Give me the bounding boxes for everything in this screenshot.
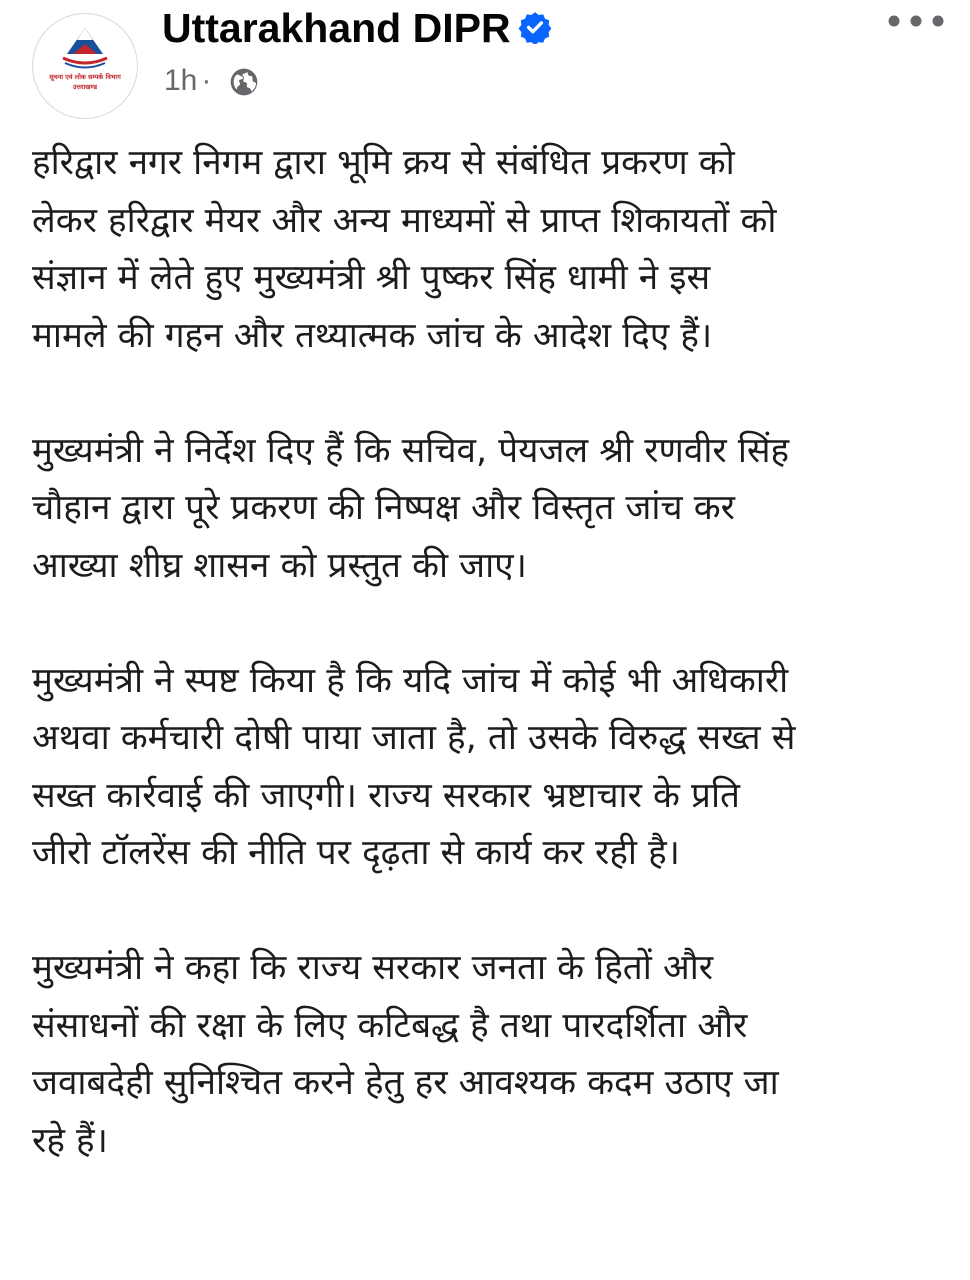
page-avatar[interactable] (32, 13, 138, 119)
logo-dept-text: सूचना एवं लोक सम्पर्क विभाग (49, 73, 121, 81)
text-line: रहे हैं। (32, 1120, 108, 1161)
text-line: चौहान द्वारा पूरे प्रकरण की निष्पक्ष और विस्तृत जांच कर (32, 488, 735, 528)
meta-separator: · (201, 64, 212, 97)
post-text (32, 135, 952, 1228)
post-paragraph-2 (32, 423, 952, 596)
text-line: मुख्यमंत्री ने निर्देश दिए हैं कि सचिव, पेयजल श्री रणवीर सिंह (32, 430, 790, 471)
text-line: मुख्यमंत्री ने कहा कि राज्य सरकार जनता के हितों और (32, 948, 714, 988)
text-line: जवाबदेही सुनिश्चित करने हेतु हर आवश्यक कदम उठाए जा (32, 1063, 779, 1103)
post-meta (164, 64, 215, 98)
dipr-logo-icon (33, 14, 137, 118)
post-paragraph-4 (32, 940, 952, 1170)
globe-icon[interactable] (228, 66, 260, 98)
text-line: संज्ञान में लेते हुए मुख्यमंत्री श्री पुष्कर सिंह धामी ने इस (32, 258, 711, 298)
post-paragraph-3 (32, 653, 952, 883)
logo-state-text: उत्तराखण्ड (72, 83, 98, 91)
text-line: हरिद्वार नगर निगम द्वारा भूमि क्रय से संबंधित प्रकरण को (32, 143, 735, 183)
post-header (0, 0, 970, 120)
text-line: अथवा कर्मचारी दोषी पाया जाता है, तो उसके विरुद्ध सख्त से (32, 718, 796, 758)
verified-badge-icon (518, 10, 552, 44)
text-line: सख्त कार्रवाई की जाएगी। राज्य सरकार भ्रष्टाचार के प्रति (32, 775, 740, 816)
text-line: आख्या शीघ्र शासन को प्रस्तुत की जाए। (32, 545, 527, 586)
more-options-icon[interactable] (884, 6, 948, 36)
text-line: मामले की गहन और तथ्यात्मक जांच के आदेश दिए हैं। (32, 315, 713, 356)
text-line: संसाधनों की रक्षा के लिए कटिबद्ध है तथा पारदर्शिता और (32, 1005, 748, 1046)
text-line: लेकर हरिद्वार मेयर और अन्य माध्यमों से प्राप्त शिकायतों को (32, 200, 777, 241)
text-line: मुख्यमंत्री ने स्पष्ट किया है कि यदि जांच में कोई भी अधिकारी (32, 660, 789, 701)
post-paragraph-1 (32, 135, 952, 365)
post-timestamp[interactable]: 1h (164, 64, 198, 97)
text-line: जीरो टॉलरेंस की नीति पर दृढ़ता से कार्य कर रही है। (32, 833, 680, 873)
page-name-link[interactable]: Uttarakhand DIPR (162, 5, 511, 51)
